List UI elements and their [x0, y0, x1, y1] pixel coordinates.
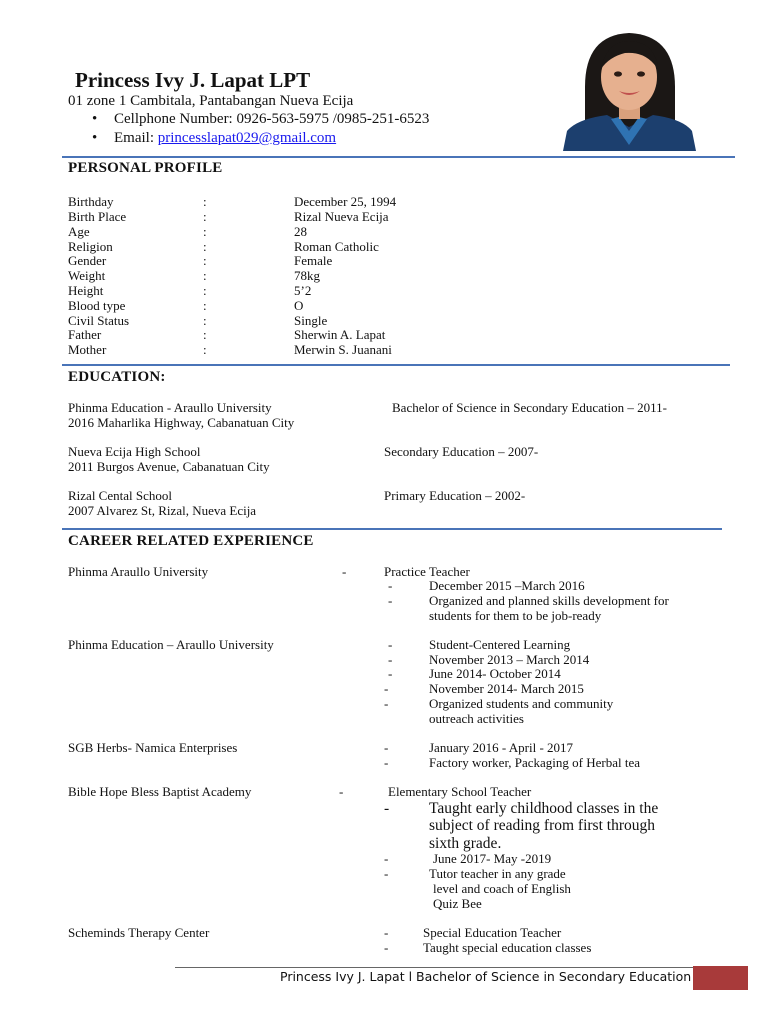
school-name: Rizal Cental School	[68, 488, 172, 503]
profile-colon: :	[203, 239, 207, 254]
profile-photo	[563, 27, 696, 151]
profile-value: O	[294, 298, 304, 313]
divider-rule	[62, 156, 735, 158]
experience-item: subject of reading from first through	[429, 817, 655, 834]
profile-value: 5’2	[294, 283, 312, 298]
email-label: Email:	[114, 130, 158, 146]
dash-marker: -	[342, 564, 347, 579]
profile-colon: :	[203, 342, 207, 357]
footer-rule	[175, 967, 695, 968]
school-name: Phinma Education - Araullo University	[68, 400, 272, 415]
profile-colon: :	[203, 298, 207, 313]
education-heading: EDUCATION:	[68, 369, 166, 385]
dash-marker: -	[384, 800, 390, 817]
profile-label: Father	[68, 327, 102, 342]
profile-label: Civil Status	[68, 313, 130, 328]
profile-colon: :	[203, 283, 207, 298]
dash-marker: -	[384, 925, 389, 940]
profile-value: December 25, 1994	[294, 194, 397, 209]
phone-line	[92, 111, 429, 128]
divider-rule	[62, 364, 730, 366]
profile-colon: :	[203, 327, 207, 342]
profile-value: Female	[294, 253, 333, 268]
employer-name: Phinma Araullo University	[68, 564, 209, 579]
experience-item: students for them to be job-ready	[429, 608, 602, 623]
school-address: 2011 Burgos Avenue, Cabanatuan City	[68, 459, 270, 474]
profile-colon: :	[203, 268, 207, 283]
experience-item: Special Education Teacher	[423, 925, 562, 940]
employer-name: Scheminds Therapy Center	[68, 925, 210, 940]
profile-value: 78kg	[294, 268, 320, 283]
experience-item: Organized and planned skills development for	[429, 593, 669, 608]
dash-marker: -	[388, 593, 393, 608]
dash-marker: -	[388, 666, 393, 681]
footer-accent-box	[693, 966, 748, 990]
profile-colon: :	[203, 209, 207, 224]
experience-item: Student-Centered Learning	[429, 637, 571, 652]
personal-profile-heading: PERSONAL PROFILE	[68, 160, 223, 176]
profile-label: Mother	[68, 342, 107, 357]
experience-item: December 2015 –March 2016	[429, 578, 585, 593]
school-address: 2007 Alvarez St, Rizal, Nueva Ecija	[68, 503, 257, 518]
footer-text: Princess Ivy J. Lapat l Bachelor of Science in Secondary Education	[280, 969, 692, 984]
dash-marker: -	[388, 578, 393, 593]
experience-item: Taught early childhood classes in the	[429, 800, 659, 817]
experience-item: January 2016 - April - 2017	[429, 740, 574, 755]
email-line	[92, 130, 336, 147]
dash-marker: -	[384, 866, 389, 881]
profile-label: Height	[68, 283, 104, 298]
dash-marker: -	[384, 740, 389, 755]
experience-item: June 2017- May -2019	[433, 851, 552, 866]
school-degree: Primary Education – 2002-	[384, 488, 526, 503]
experience-item: June 2014- October 2014	[429, 666, 561, 681]
profile-label: Blood type	[68, 298, 126, 313]
employer-name: SGB Herbs- Namica Enterprises	[68, 740, 238, 755]
bullet-icon: •	[92, 111, 98, 127]
job-role: Elementary School Teacher	[388, 784, 532, 799]
divider-rule	[62, 528, 722, 530]
email-link[interactable]: princesslapat029@gmail.com	[157, 130, 337, 146]
experience-item: level and coach of English	[433, 881, 571, 896]
address: 01 zone 1 Cambitala, Pantabangan Nueva Ecija	[68, 93, 354, 109]
experience-item: Taught special education classes	[423, 940, 592, 955]
experience-item: November 2013 – March 2014	[429, 652, 590, 667]
profile-label: Birthday	[68, 194, 114, 209]
applicant-name: Princess Ivy J. Lapat LPT	[75, 68, 311, 92]
profile-label: Birth Place	[68, 209, 127, 224]
profile-colon: :	[203, 313, 207, 328]
experience-item: outreach activities	[429, 711, 524, 726]
dash-marker: -	[388, 637, 393, 652]
dash-marker: -	[384, 755, 389, 770]
school-degree: Secondary Education – 2007-	[384, 444, 539, 459]
bullet-icon: •	[92, 130, 98, 146]
dash-marker: -	[339, 784, 344, 799]
profile-label: Age	[68, 224, 90, 239]
experience-item: Tutor teacher in any grade	[429, 866, 566, 881]
experience-heading: CAREER RELATED EXPERIENCE	[68, 533, 314, 549]
job-role: Practice Teacher	[384, 564, 470, 579]
profile-value: Sherwin A. Lapat	[294, 327, 386, 342]
school-name: Nueva Ecija High School	[68, 444, 201, 459]
profile-value: Merwin S. Juanani	[294, 342, 392, 357]
experience-item: Organized students and community	[429, 696, 614, 711]
profile-label: Weight	[68, 268, 106, 283]
profile-value: Single	[294, 313, 328, 328]
profile-colon: :	[203, 253, 207, 268]
profile-value: 28	[294, 224, 307, 239]
employer-name: Bible Hope Bless Baptist Academy	[68, 784, 252, 799]
dash-marker: -	[384, 681, 389, 696]
profile-colon: :	[203, 194, 207, 209]
school-degree: Bachelor of Science in Secondary Education – 2011-	[392, 400, 667, 415]
experience-item: November 2014- March 2015	[429, 681, 584, 696]
profile-value: Rizal Nueva Ecija	[294, 209, 389, 224]
dash-marker: -	[384, 851, 389, 866]
phone-text: Cellphone Number: 0926-563-5975 /0985-251-6523	[114, 111, 430, 127]
profile-value: Roman Catholic	[294, 239, 379, 254]
experience-item: Quiz Bee	[433, 896, 482, 911]
dash-marker: -	[384, 696, 389, 711]
dash-marker: -	[388, 652, 393, 667]
profile-colon: :	[203, 224, 207, 239]
school-address: 2016 Maharlika Highway, Cabanatuan City	[68, 415, 295, 430]
profile-label: Gender	[68, 253, 107, 268]
experience-item: Factory worker, Packaging of Herbal tea	[429, 755, 641, 770]
experience-item: sixth grade.	[429, 835, 502, 852]
dash-marker: -	[384, 940, 389, 955]
employer-name: Phinma Education – Araullo University	[68, 637, 274, 652]
profile-label: Religion	[68, 239, 113, 254]
